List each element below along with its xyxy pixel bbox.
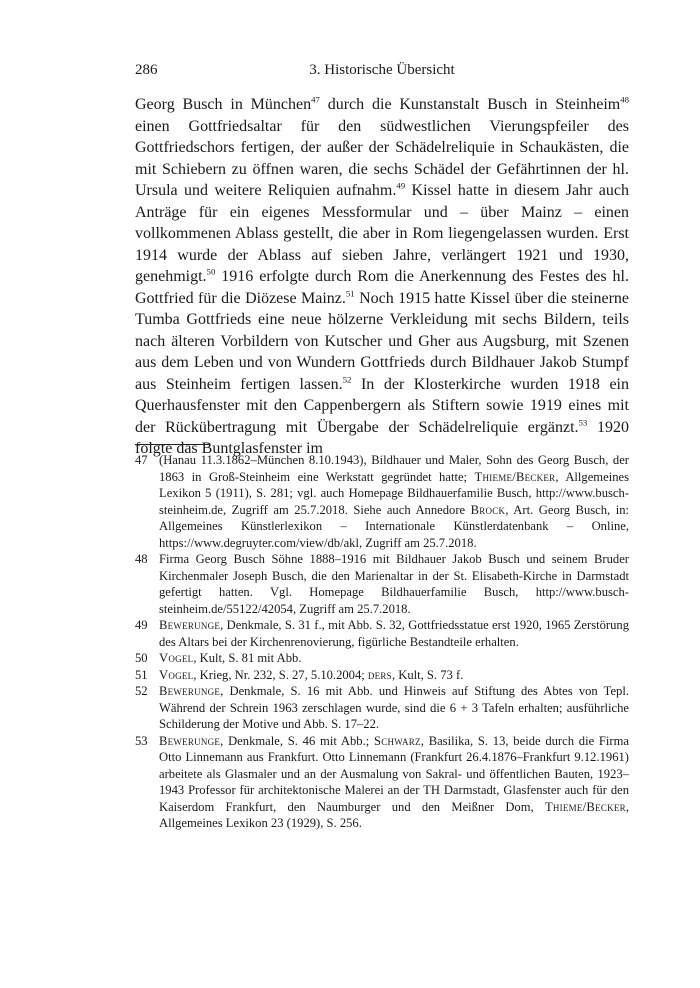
author-name: Bewerunge — [159, 733, 221, 748]
footnote-text: , Art. Georg Busch, in: Allgemeines Künstlerlexikon – Internationale Künstlerdatenbank – Online, https://www.degruyter.com/view/db/akl, Zugriff am 25.7.2018. — [159, 502, 630, 550]
footnote-ref-51: 51 — [345, 287, 355, 298]
footnote-number: 51 — [135, 667, 148, 682]
footnotes — [135, 452, 629, 832]
footnote-text: , Kult, S. 81 mit Abb. — [193, 651, 302, 665]
author-name: Vogel — [159, 667, 194, 682]
footnote-text: , Allgemeines Lexikon 23 (1929), S. 256. — [159, 799, 629, 830]
footnote-53 — [135, 733, 629, 832]
footnote-47 — [135, 452, 629, 551]
text-span: Kissel hatte in diesem Jahr auch Anträge für ein eigenes Messformular und – über Mainz – einen vollkommenen Ablass gestellt, die aber in Rom liegengelassen wurden. Erst 1914 wurde der Ablass auf sieben Jahre, verlängert 1921 und 1930, genehmigt. — [135, 182, 630, 285]
footnote-ref-50: 50 — [206, 266, 216, 277]
footnote-text: , Denkmale, S. 46 mit Abb.; — [220, 733, 374, 748]
footnote-number: 53 — [135, 733, 148, 748]
footnote-text: , Denkmale, S. 31 f., mit Abb. S. 32, Gottfriedsstatue erst 1920, 1965 Zerstörung des Altars bei der Kirchenrenovierung, figürliche Bestandteile erhalten. — [159, 618, 629, 649]
author-name: Thieme/Becker — [544, 799, 626, 814]
author-name: Schwarz — [374, 733, 421, 748]
footnote-text: (Hanau 11.3.1862–München 8.10.1943), Bildhauer und Maler, Sohn des Georg Busch, der 1863 in Groß-Steinheim eine Werkstatt gegründet hatte; — [159, 453, 629, 484]
footnote-number: 48 — [135, 552, 148, 566]
footnote-50 — [135, 650, 629, 667]
footnote-text: , Kult, S. 73 f. — [391, 667, 464, 682]
page-number: 286 — [135, 62, 158, 78]
text-span: 1916 erfolgte durch Rom die Anerkennung des Festes des hl. Gottfried für die Diözese Mainz. — [135, 268, 629, 307]
footnote-ref-48: 48 — [620, 94, 630, 105]
footnote-separator — [135, 444, 210, 445]
author-name: Thieme/Becker — [474, 469, 556, 484]
footnote-number: 50 — [135, 651, 148, 665]
footnote-number: 47 — [135, 453, 148, 467]
footnote-text: , Denkmale, S. 16 mit Abb. und Hinweis auf Stiftung des Abtes von Tepl. Während der Schrein 1963 zerschlagen wurde, sind die 6 + 3 Tafeln erhalten; ausführliche Schilderung der Motive und Abb. S. 17–22. — [159, 684, 629, 731]
body-paragraph — [135, 94, 629, 460]
main-text — [135, 94, 629, 460]
text-span: In der Klosterkirche wurden 1918 ein Querhausfenster mit den Cappenbergern als Stiftern sowie 1919 eines mit der Rückübertragung mit Übergabe der Schädelreliquie ergänzt. — [135, 375, 629, 436]
footnote-number: 49 — [135, 618, 148, 632]
text-span: Georg Busch in München — [135, 96, 312, 113]
footnote-text: , Allgemeines Lexikon 5 (1911), S. 281; vgl. auch Homepage Bildhauerfamilie Busch, http://www.busch-steinheim.de, Zugriff am 25.7.2018. Siehe auch Annedore — [159, 469, 629, 517]
author-name: Bewerunge — [159, 684, 221, 698]
author-name: Brock — [470, 502, 506, 517]
footnote-text: , Krieg, Nr. 232, S. 27, 5.10.2004; — [193, 667, 368, 682]
footnote-ref-52: 52 — [342, 373, 352, 384]
footnote-51 — [135, 667, 629, 684]
author-name: Bewerunge — [159, 618, 221, 632]
text-span: Noch 1915 hatte Kissel über die steinerne Tumba Gottfrieds eine neue hölzerne Verkleidung mit sechs Bildern, teils nach älteren Vorbildern von Kutscher und Gher aus Augsburg, mit Szenen aus dem Leben und von Wundern Gottfrieds durch Bildhauer Jakob Stumpf aus Steinheim fertigen lassen. — [135, 289, 629, 393]
author-name: ders — [367, 667, 392, 682]
footnote-ref-49: 49 — [396, 180, 406, 191]
footnote-52 — [135, 683, 629, 733]
running-title: 3. Historische Übersicht — [309, 62, 455, 78]
text-span: einen Gottfriedsaltar für den südwestlichen Vierungspfeiler des Gottfriedschors fertigen, der außer der Schädelreliquie in Schaukästen, die mit Schiebern zu öffnen waren, die sechs Schädel der Gefährtinnen der hl. Ursula und weitere Reliquien aufnahm. — [135, 117, 629, 199]
text-span: 1920 folgte das Buntglasfenster im — [135, 418, 630, 457]
footnote-text: Firma Georg Busch Söhne 1888–1916 mit Bildhauer Jakob Busch und seinem Bruder Kirchenmaler Joseph Busch, die den Marienaltar in der St. Elisabeth-Kirche in Darmstadt gefertigt hatten. Vgl. Homepage Bildhauerfamilie Busch, http://www.busch-steinheim.de/55122/42054, Zugriff am 25.7.2018. — [159, 552, 629, 616]
footnote-ref-53: 53 — [578, 416, 588, 427]
footnote-49 — [135, 617, 629, 650]
footnote-ref-47: 47 — [311, 94, 320, 105]
footnote-number: 52 — [135, 684, 148, 698]
footnote-48 — [135, 551, 629, 617]
footnote-text: , Basilika, S. 13, beide durch die Firma Otto Linnemann aus Frankfurt. Otto Linnemann (Frankfurt 26.4.1876–Frankfurt 9.12.1961) arbeitete als Glasmaler und an der Ausmalung von Sakral- und öffentlichen Bauten, 1923–1943 Professor für architektonische Malerei an der TH Darmstadt, Glasfenster auch für den Kaiserdom Frankfurt, den Naumburger und den Meißner Dom, — [159, 733, 630, 814]
author-name: Vogel — [159, 651, 194, 665]
page-header — [135, 62, 629, 82]
text-span: durch die Kunstanstalt Busch in Steinheim — [319, 96, 621, 113]
